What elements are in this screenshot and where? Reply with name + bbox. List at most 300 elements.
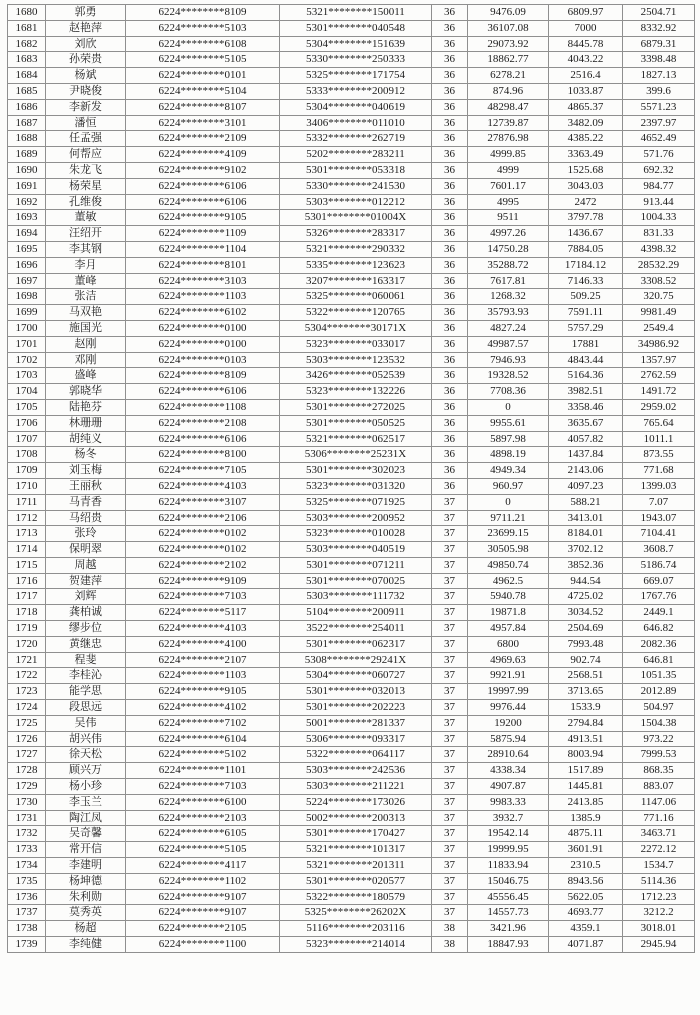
cell-masked-card-number: 6224********1102 (126, 873, 280, 889)
cell-amount-3: 4398.32 (623, 241, 695, 257)
cell-period: 36 (432, 241, 468, 257)
cell-name: 施国光 (46, 320, 126, 336)
cell-masked-account-number: 5335********123623 (280, 257, 432, 273)
cell-name: 马青香 (46, 494, 126, 510)
cell-name: 缪步位 (46, 621, 126, 637)
table-row (8, 305, 695, 321)
cell-name: 李纯健 (46, 937, 126, 953)
cell-amount-1: 19871.8 (468, 605, 549, 621)
table-row (8, 241, 695, 257)
cell-name: 李新发 (46, 99, 126, 115)
cell-amount-1: 28910.64 (468, 747, 549, 763)
table-row (8, 715, 695, 731)
cell-amount-1: 3421.96 (468, 921, 549, 937)
cell-masked-card-number: 6224********0100 (126, 320, 280, 336)
cell-amount-3: 771.68 (623, 463, 695, 479)
table-row (8, 763, 695, 779)
cell-row-number: 1730 (8, 794, 46, 810)
cell-amount-1: 18847.93 (468, 937, 549, 953)
cell-name: 杨超 (46, 921, 126, 937)
cell-row-number: 1738 (8, 921, 46, 937)
cell-masked-account-number: 5301********070025 (280, 573, 432, 589)
cell-name: 马双艳 (46, 305, 126, 321)
table-row (8, 5, 695, 21)
cell-name: 张玲 (46, 526, 126, 542)
cell-row-number: 1720 (8, 636, 46, 652)
cell-name: 杨小珍 (46, 779, 126, 795)
cell-amount-3: 2549.4 (623, 320, 695, 336)
cell-row-number: 1714 (8, 542, 46, 558)
cell-name: 马绍贵 (46, 510, 126, 526)
cell-row-number: 1710 (8, 478, 46, 494)
cell-name: 朱龙飞 (46, 162, 126, 178)
cell-name: 段思远 (46, 700, 126, 716)
cell-masked-card-number: 6224********6102 (126, 305, 280, 321)
cell-name: 孙荣贵 (46, 52, 126, 68)
cell-row-number: 1694 (8, 226, 46, 242)
cell-masked-account-number: 5330********241530 (280, 178, 432, 194)
table-row (8, 36, 695, 52)
table-row (8, 700, 695, 716)
cell-amount-3: 1534.7 (623, 858, 695, 874)
cell-amount-2: 3363.49 (549, 147, 623, 163)
cell-name: 陶江凤 (46, 810, 126, 826)
cell-amount-3: 1491.72 (623, 384, 695, 400)
cell-row-number: 1697 (8, 273, 46, 289)
cell-masked-card-number: 6224********1109 (126, 226, 280, 242)
cell-amount-3: 3608.7 (623, 542, 695, 558)
cell-amount-1: 48298.47 (468, 99, 549, 115)
cell-amount-2: 2310.5 (549, 858, 623, 874)
cell-amount-1: 7601.17 (468, 178, 549, 194)
cell-amount-2: 944.54 (549, 573, 623, 589)
cell-name: 刘辉 (46, 589, 126, 605)
payment-table-body (8, 5, 695, 953)
cell-period: 37 (432, 842, 468, 858)
cell-row-number: 1689 (8, 147, 46, 163)
cell-row-number: 1731 (8, 810, 46, 826)
table-row (8, 937, 695, 953)
cell-name: 李玉兰 (46, 794, 126, 810)
cell-name: 盛峰 (46, 368, 126, 384)
cell-masked-card-number: 6224********1103 (126, 668, 280, 684)
cell-amount-2: 3635.67 (549, 415, 623, 431)
cell-amount-2: 4071.87 (549, 937, 623, 953)
cell-amount-2: 3034.52 (549, 605, 623, 621)
table-row (8, 731, 695, 747)
cell-masked-card-number: 6224********1108 (126, 399, 280, 415)
table-row (8, 794, 695, 810)
cell-row-number: 1693 (8, 210, 46, 226)
cell-amount-2: 3797.78 (549, 210, 623, 226)
cell-amount-1: 14750.28 (468, 241, 549, 257)
cell-amount-1: 9511 (468, 210, 549, 226)
cell-period: 36 (432, 305, 468, 321)
cell-period: 36 (432, 162, 468, 178)
cell-amount-3: 7104.41 (623, 526, 695, 542)
cell-masked-account-number: 5325********071925 (280, 494, 432, 510)
table-row (8, 684, 695, 700)
cell-masked-card-number: 6224********5103 (126, 20, 280, 36)
table-row (8, 747, 695, 763)
cell-masked-account-number: 5303********200952 (280, 510, 432, 526)
cell-masked-card-number: 6224********9105 (126, 684, 280, 700)
cell-masked-account-number: 5323********031320 (280, 478, 432, 494)
cell-period: 36 (432, 352, 468, 368)
table-row (8, 257, 695, 273)
cell-amount-3: 831.33 (623, 226, 695, 242)
cell-masked-account-number: 5322********180579 (280, 889, 432, 905)
cell-masked-card-number: 6224********9109 (126, 573, 280, 589)
table-row (8, 621, 695, 637)
cell-masked-card-number: 6224********2109 (126, 131, 280, 147)
cell-amount-3: 2504.71 (623, 5, 695, 21)
cell-name: 张洁 (46, 289, 126, 305)
cell-masked-account-number: 5323********010028 (280, 526, 432, 542)
cell-row-number: 1727 (8, 747, 46, 763)
table-row (8, 384, 695, 400)
cell-amount-2: 4725.02 (549, 589, 623, 605)
cell-amount-1: 14557.73 (468, 905, 549, 921)
cell-masked-account-number: 5306********093317 (280, 731, 432, 747)
cell-amount-2: 4385.22 (549, 131, 623, 147)
cell-amount-1: 4997.26 (468, 226, 549, 242)
cell-amount-1: 9921.91 (468, 668, 549, 684)
cell-name: 汪绍开 (46, 226, 126, 242)
cell-period: 36 (432, 131, 468, 147)
cell-period: 37 (432, 621, 468, 637)
cell-period: 37 (432, 668, 468, 684)
cell-name: 吴奇馨 (46, 826, 126, 842)
cell-masked-card-number: 6224********7103 (126, 589, 280, 605)
cell-amount-1: 6800 (468, 636, 549, 652)
cell-amount-1: 0 (468, 494, 549, 510)
cell-row-number: 1723 (8, 684, 46, 700)
cell-name: 黄继忠 (46, 636, 126, 652)
cell-masked-card-number: 6224********8107 (126, 99, 280, 115)
cell-masked-card-number: 6224********9107 (126, 905, 280, 921)
cell-period: 36 (432, 83, 468, 99)
cell-amount-2: 3982.51 (549, 384, 623, 400)
cell-name: 董敏 (46, 210, 126, 226)
cell-name: 常开信 (46, 842, 126, 858)
cell-masked-account-number: 5306********25231X (280, 447, 432, 463)
table-row (8, 178, 695, 194)
cell-name: 董峰 (46, 273, 126, 289)
cell-row-number: 1708 (8, 447, 46, 463)
cell-amount-2: 4875.11 (549, 826, 623, 842)
table-row (8, 526, 695, 542)
table-row (8, 636, 695, 652)
cell-masked-card-number: 6224********6100 (126, 794, 280, 810)
cell-masked-account-number: 5301********050525 (280, 415, 432, 431)
cell-masked-card-number: 6224********1100 (126, 937, 280, 953)
cell-masked-account-number: 5301********020577 (280, 873, 432, 889)
cell-amount-3: 1504.38 (623, 715, 695, 731)
cell-masked-card-number: 6224********6106 (126, 384, 280, 400)
cell-name: 龚柏诚 (46, 605, 126, 621)
cell-masked-account-number: 5301********032013 (280, 684, 432, 700)
cell-row-number: 1706 (8, 415, 46, 431)
table-row (8, 83, 695, 99)
table-row (8, 842, 695, 858)
cell-name: 赵艳萍 (46, 20, 126, 36)
cell-amount-2: 8445.78 (549, 36, 623, 52)
cell-amount-3: 34986.92 (623, 336, 695, 352)
cell-amount-3: 1011.1 (623, 431, 695, 447)
cell-period: 36 (432, 5, 468, 21)
cell-name: 郭勇 (46, 5, 126, 21)
cell-masked-card-number: 6224********2108 (126, 415, 280, 431)
cell-period: 37 (432, 763, 468, 779)
cell-masked-account-number: 5332********262719 (280, 131, 432, 147)
cell-amount-3: 2082.36 (623, 636, 695, 652)
cell-amount-1: 15046.75 (468, 873, 549, 889)
cell-amount-2: 2794.84 (549, 715, 623, 731)
cell-row-number: 1685 (8, 83, 46, 99)
cell-masked-card-number: 6224********6105 (126, 826, 280, 842)
cell-amount-1: 19200 (468, 715, 549, 731)
cell-masked-account-number: 5323********033017 (280, 336, 432, 352)
cell-amount-2: 4359.1 (549, 921, 623, 937)
cell-name: 杨斌 (46, 68, 126, 84)
cell-amount-2: 902.74 (549, 652, 623, 668)
cell-amount-3: 1357.97 (623, 352, 695, 368)
cell-period: 37 (432, 494, 468, 510)
cell-masked-account-number: 5301********01004X (280, 210, 432, 226)
table-row (8, 68, 695, 84)
cell-amount-2: 3413.01 (549, 510, 623, 526)
cell-name: 贺建萍 (46, 573, 126, 589)
cell-period: 37 (432, 858, 468, 874)
cell-amount-2: 4693.77 (549, 905, 623, 921)
cell-amount-3: 2959.02 (623, 399, 695, 415)
cell-masked-account-number: 5333********200912 (280, 83, 432, 99)
cell-masked-card-number: 6224********0100 (126, 336, 280, 352)
cell-row-number: 1699 (8, 305, 46, 321)
cell-period: 36 (432, 478, 468, 494)
cell-masked-account-number: 5304********040619 (280, 99, 432, 115)
table-row (8, 510, 695, 526)
cell-row-number: 1724 (8, 700, 46, 716)
cell-amount-3: 669.07 (623, 573, 695, 589)
cell-masked-card-number: 6224********6108 (126, 36, 280, 52)
table-row (8, 52, 695, 68)
cell-masked-card-number: 6224********2103 (126, 810, 280, 826)
cell-amount-3: 1827.13 (623, 68, 695, 84)
cell-amount-3: 1399.03 (623, 478, 695, 494)
cell-masked-card-number: 6224********3107 (126, 494, 280, 510)
cell-amount-2: 5164.36 (549, 368, 623, 384)
cell-name: 顾兴万 (46, 763, 126, 779)
cell-period: 36 (432, 415, 468, 431)
cell-masked-card-number: 6224********5105 (126, 52, 280, 68)
cell-row-number: 1717 (8, 589, 46, 605)
cell-masked-card-number: 6224********4103 (126, 478, 280, 494)
table-row (8, 20, 695, 36)
cell-amount-2: 3482.09 (549, 115, 623, 131)
cell-period: 36 (432, 273, 468, 289)
cell-amount-2: 1033.87 (549, 83, 623, 99)
cell-period: 36 (432, 36, 468, 52)
cell-period: 36 (432, 210, 468, 226)
cell-name: 林珊珊 (46, 415, 126, 431)
cell-amount-3: 2762.59 (623, 368, 695, 384)
table-row (8, 463, 695, 479)
cell-masked-account-number: 5326********283317 (280, 226, 432, 242)
cell-row-number: 1703 (8, 368, 46, 384)
cell-amount-1: 5897.98 (468, 431, 549, 447)
cell-amount-2: 4913.51 (549, 731, 623, 747)
cell-masked-account-number: 3207********163317 (280, 273, 432, 289)
cell-period: 37 (432, 605, 468, 621)
cell-masked-card-number: 6224********8109 (126, 368, 280, 384)
cell-amount-1: 5875.94 (468, 731, 549, 747)
cell-row-number: 1695 (8, 241, 46, 257)
cell-name: 能学思 (46, 684, 126, 700)
table-row (8, 589, 695, 605)
cell-amount-2: 2472 (549, 194, 623, 210)
cell-amount-2: 3601.91 (549, 842, 623, 858)
cell-amount-2: 3358.46 (549, 399, 623, 415)
cell-name: 陆艳芬 (46, 399, 126, 415)
cell-amount-2: 2516.4 (549, 68, 623, 84)
cell-masked-card-number: 6224********3103 (126, 273, 280, 289)
cell-amount-3: 1712.23 (623, 889, 695, 905)
cell-amount-2: 7591.11 (549, 305, 623, 321)
cell-name: 朱利勋 (46, 889, 126, 905)
cell-masked-account-number: 5301********170427 (280, 826, 432, 842)
cell-amount-3: 4652.49 (623, 131, 695, 147)
table-row (8, 668, 695, 684)
cell-amount-1: 4999.85 (468, 147, 549, 163)
cell-amount-2: 4865.37 (549, 99, 623, 115)
cell-name: 胡纯义 (46, 431, 126, 447)
cell-period: 37 (432, 700, 468, 716)
cell-amount-2: 3702.12 (549, 542, 623, 558)
cell-period: 37 (432, 905, 468, 921)
cell-amount-3: 3463.71 (623, 826, 695, 842)
cell-amount-1: 9976.44 (468, 700, 549, 716)
cell-row-number: 1705 (8, 399, 46, 415)
cell-period: 36 (432, 257, 468, 273)
cell-name: 李其钢 (46, 241, 126, 257)
cell-masked-card-number: 6224********4102 (126, 700, 280, 716)
payment-table (7, 4, 695, 953)
cell-amount-1: 9711.21 (468, 510, 549, 526)
cell-masked-account-number: 5304********30171X (280, 320, 432, 336)
cell-name: 刘玉梅 (46, 463, 126, 479)
cell-amount-1: 4957.84 (468, 621, 549, 637)
cell-period: 37 (432, 542, 468, 558)
cell-name: 周越 (46, 557, 126, 573)
cell-amount-3: 646.81 (623, 652, 695, 668)
cell-row-number: 1734 (8, 858, 46, 874)
cell-amount-1: 7617.81 (468, 273, 549, 289)
cell-masked-account-number: 5301********062317 (280, 636, 432, 652)
cell-name: 孔维俊 (46, 194, 126, 210)
cell-amount-2: 4843.44 (549, 352, 623, 368)
cell-row-number: 1681 (8, 20, 46, 36)
cell-row-number: 1690 (8, 162, 46, 178)
cell-masked-account-number: 5321********201311 (280, 858, 432, 874)
cell-masked-card-number: 6224********6104 (126, 731, 280, 747)
table-row (8, 810, 695, 826)
table-row (8, 494, 695, 510)
cell-amount-1: 49850.74 (468, 557, 549, 573)
cell-row-number: 1712 (8, 510, 46, 526)
cell-masked-card-number: 6224********7105 (126, 463, 280, 479)
cell-period: 36 (432, 447, 468, 463)
cell-amount-3: 504.97 (623, 700, 695, 716)
cell-amount-2: 7884.05 (549, 241, 623, 257)
cell-masked-account-number: 5322********064117 (280, 747, 432, 763)
cell-row-number: 1709 (8, 463, 46, 479)
cell-amount-1: 49987.57 (468, 336, 549, 352)
cell-amount-2: 1525.68 (549, 162, 623, 178)
cell-row-number: 1686 (8, 99, 46, 115)
cell-amount-1: 4338.34 (468, 763, 549, 779)
table-row (8, 573, 695, 589)
cell-masked-account-number: 5002********200313 (280, 810, 432, 826)
cell-masked-card-number: 6224********0103 (126, 352, 280, 368)
table-row (8, 605, 695, 621)
cell-amount-2: 3852.36 (549, 557, 623, 573)
cell-amount-3: 6879.31 (623, 36, 695, 52)
cell-name: 杨荣星 (46, 178, 126, 194)
cell-amount-2: 3713.65 (549, 684, 623, 700)
cell-amount-3: 2012.89 (623, 684, 695, 700)
cell-amount-1: 36107.08 (468, 20, 549, 36)
cell-period: 36 (432, 99, 468, 115)
cell-masked-card-number: 6224********5102 (126, 747, 280, 763)
cell-amount-2: 8184.01 (549, 526, 623, 542)
cell-row-number: 1682 (8, 36, 46, 52)
cell-masked-account-number: 5301********302023 (280, 463, 432, 479)
cell-row-number: 1729 (8, 779, 46, 795)
cell-period: 37 (432, 684, 468, 700)
cell-name: 保明翠 (46, 542, 126, 558)
table-row (8, 415, 695, 431)
cell-name: 何帮应 (46, 147, 126, 163)
cell-amount-3: 3018.01 (623, 921, 695, 937)
cell-masked-account-number: 5202********283211 (280, 147, 432, 163)
cell-masked-account-number: 5116********203116 (280, 921, 432, 937)
cell-masked-account-number: 5325********171754 (280, 68, 432, 84)
cell-amount-2: 1533.9 (549, 700, 623, 716)
cell-row-number: 1687 (8, 115, 46, 131)
cell-name: 胡兴伟 (46, 731, 126, 747)
cell-amount-2: 5622.05 (549, 889, 623, 905)
table-row (8, 99, 695, 115)
cell-name: 李建明 (46, 858, 126, 874)
cell-masked-account-number: 5303********123532 (280, 352, 432, 368)
table-row (8, 368, 695, 384)
cell-amount-2: 17881 (549, 336, 623, 352)
cell-amount-3: 2449.1 (623, 605, 695, 621)
cell-amount-1: 19328.52 (468, 368, 549, 384)
cell-masked-account-number: 5323********214014 (280, 937, 432, 953)
cell-amount-3: 2945.94 (623, 937, 695, 953)
cell-amount-2: 2504.69 (549, 621, 623, 637)
table-row (8, 226, 695, 242)
cell-row-number: 1726 (8, 731, 46, 747)
cell-period: 36 (432, 431, 468, 447)
cell-masked-card-number: 6224********7103 (126, 779, 280, 795)
cell-amount-3: 3398.48 (623, 52, 695, 68)
cell-masked-account-number: 5301********040548 (280, 20, 432, 36)
cell-name: 李桂沁 (46, 668, 126, 684)
